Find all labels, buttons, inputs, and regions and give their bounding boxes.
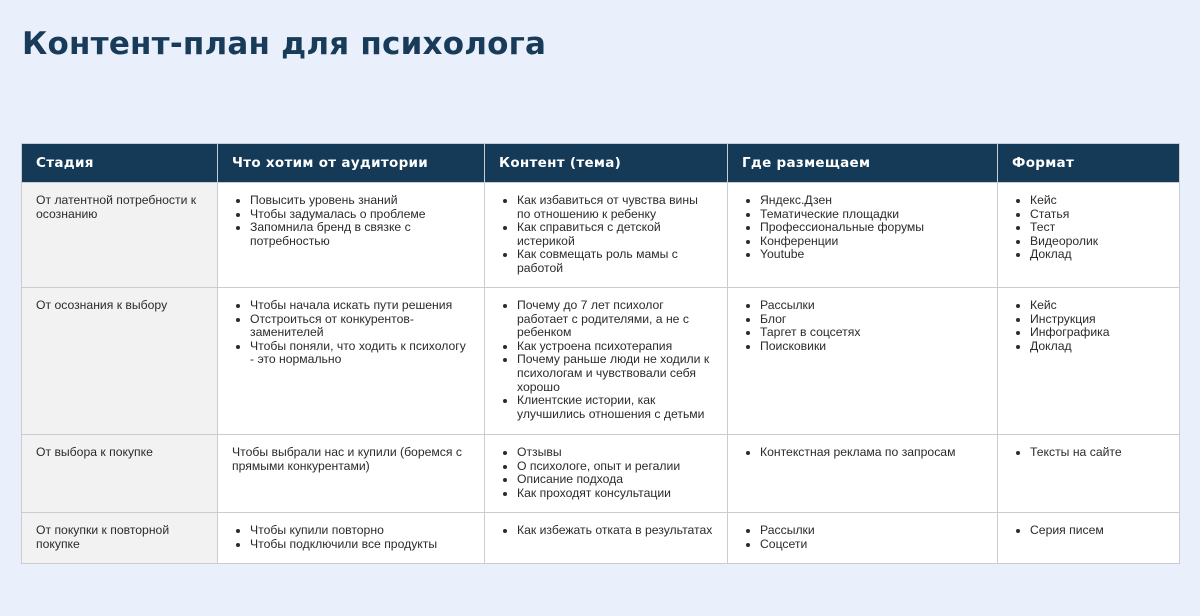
goals-list xyxy=(232,524,470,551)
goals-cell xyxy=(218,183,485,288)
channels-list xyxy=(742,299,983,353)
list-item: • Чтобы подключили все продукты xyxy=(250,538,470,552)
list-item: • Как справиться с детской истерикой xyxy=(517,221,713,248)
list-item: • Как проходят консультации xyxy=(517,487,713,501)
stage-cell: От латентной потребности к осознанию xyxy=(22,183,218,288)
format-cell xyxy=(998,288,1180,435)
table-row xyxy=(22,288,1180,435)
format-list xyxy=(1012,524,1165,538)
format-list xyxy=(1012,194,1165,262)
list-item: • Запомнила бренд в связке с потребностью xyxy=(250,221,470,248)
list-item: • Серия писем xyxy=(1030,524,1165,538)
page-title: Контент-план для психолога xyxy=(22,26,547,62)
list-item: • Почему раньше люди не ходили к психологам и чувствовали себя хорошо xyxy=(517,353,713,394)
header-channels: Где размещаем xyxy=(728,144,998,183)
stage-cell: От осознания к выбору xyxy=(22,288,218,435)
list-item: • Инфографика xyxy=(1030,326,1165,340)
channels-cell xyxy=(728,513,998,564)
list-item: • Кейс xyxy=(1030,194,1165,208)
list-item: • О психологе, опыт и регалии xyxy=(517,460,713,474)
list-item: • Тест xyxy=(1030,221,1165,235)
list-item: • Как устроена психотерапия xyxy=(517,340,713,354)
content-cell xyxy=(485,435,728,513)
channels-list xyxy=(742,446,983,460)
header-goals: Что хотим от аудитории xyxy=(218,144,485,183)
goals-list xyxy=(232,299,470,367)
list-item: • Чтобы начала искать пути решения xyxy=(250,299,470,313)
list-item: • Поисковики xyxy=(760,340,983,354)
content-list xyxy=(499,446,713,500)
header-stage: Стадия xyxy=(22,144,218,183)
goals-cell: Чтобы выбрали нас и купили (боремся с прямыми конкурентами) xyxy=(218,435,485,513)
content-list xyxy=(499,524,713,538)
list-item: • Тематические площадки xyxy=(760,208,983,222)
content-cell xyxy=(485,183,728,288)
list-item: • Блог xyxy=(760,313,983,327)
list-item: • Соцсети xyxy=(760,538,983,552)
list-item: • Youtube xyxy=(760,248,983,262)
table-header-row xyxy=(22,144,1180,183)
list-item: • Статья xyxy=(1030,208,1165,222)
content-list xyxy=(499,299,713,421)
format-cell xyxy=(998,435,1180,513)
list-item: • Доклад xyxy=(1030,248,1165,262)
channels-list xyxy=(742,524,983,551)
table-row xyxy=(22,435,1180,513)
stage-cell: От покупки к повторной покупке xyxy=(22,513,218,564)
content-cell xyxy=(485,288,728,435)
content-list xyxy=(499,194,713,276)
header-format: Формат xyxy=(998,144,1180,183)
header-content: Контент (тема) xyxy=(485,144,728,183)
list-item: • Инструкция xyxy=(1030,313,1165,327)
list-item: • Как совмещать роль мамы с работой xyxy=(517,248,713,275)
list-item: • Профессиональные форумы xyxy=(760,221,983,235)
channels-cell xyxy=(728,183,998,288)
list-item: • Отзывы xyxy=(517,446,713,460)
list-item: • Как избежать отката в результатах xyxy=(517,524,713,538)
channels-cell xyxy=(728,435,998,513)
format-cell xyxy=(998,183,1180,288)
list-item: • Тексты на сайте xyxy=(1030,446,1165,460)
list-item: • Чтобы купили повторно xyxy=(250,524,470,538)
list-item: • Кейс xyxy=(1030,299,1165,313)
goals-cell xyxy=(218,513,485,564)
content-plan-table xyxy=(21,143,1180,564)
channels-cell xyxy=(728,288,998,435)
stage-cell: От выбора к покупке xyxy=(22,435,218,513)
goals-cell xyxy=(218,288,485,435)
table-row xyxy=(22,183,1180,288)
list-item: • Рассылки xyxy=(760,524,983,538)
list-item: • Как избавиться от чувства вины по отношению к ребенку xyxy=(517,194,713,221)
list-item: • Конференции xyxy=(760,235,983,249)
list-item: • Отстроиться от конкурентов-заменителей xyxy=(250,313,470,340)
format-list xyxy=(1012,299,1165,353)
format-list xyxy=(1012,446,1165,460)
list-item: • Рассылки xyxy=(760,299,983,313)
list-item: • Почему до 7 лет психолог работает с родителями, а не с ребенком xyxy=(517,299,713,340)
format-cell xyxy=(998,513,1180,564)
list-item: • Видеоролик xyxy=(1030,235,1165,249)
list-item: • Чтобы задумалась о проблеме xyxy=(250,208,470,222)
list-item: • Повысить уровень знаний xyxy=(250,194,470,208)
table-row xyxy=(22,513,1180,564)
list-item: • Чтобы поняли, что ходить к психологу - это нормально xyxy=(250,340,470,367)
channels-list xyxy=(742,194,983,262)
list-item: • Контекстная реклама по запросам xyxy=(760,446,983,460)
list-item: • Клиентские истории, как улучшились отношения с детьми xyxy=(517,394,713,421)
goals-list xyxy=(232,194,470,248)
list-item: • Таргет в соцсетях xyxy=(760,326,983,340)
content-cell xyxy=(485,513,728,564)
list-item: • Доклад xyxy=(1030,340,1165,354)
list-item: • Яндекс.Дзен xyxy=(760,194,983,208)
list-item: • Описание подхода xyxy=(517,473,713,487)
